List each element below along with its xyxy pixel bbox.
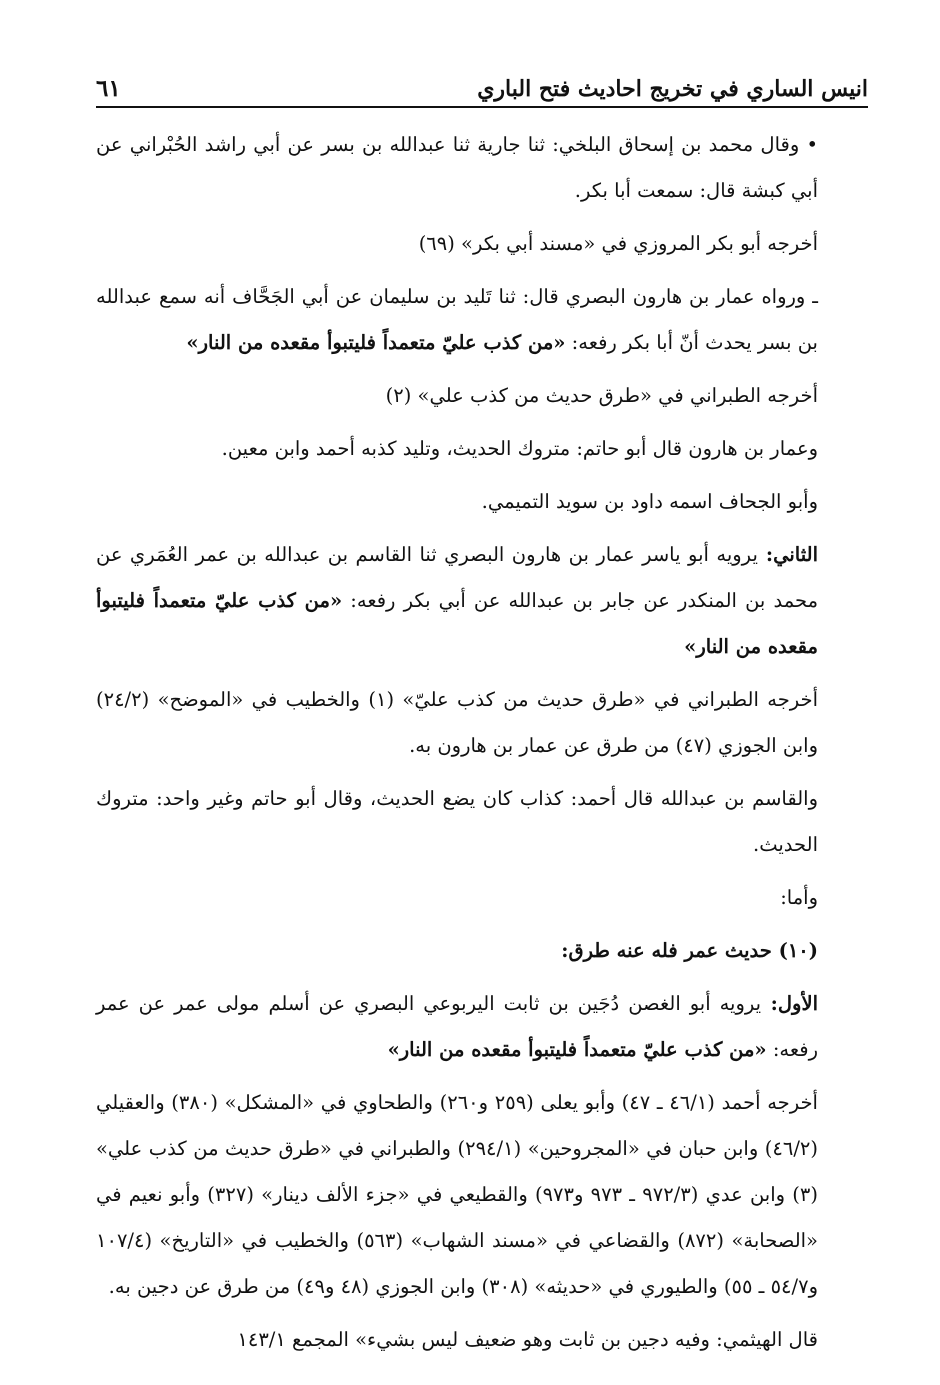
paragraph-text: وأبو الجحاف اسمه داود بن سويد التميمي. xyxy=(481,490,818,513)
paragraph-text: يرويه أبو الغصن دُجَين بن ثابت اليربوعي البصري عن أسلم مولى عمر عن عمر رفعه: xyxy=(96,992,818,1061)
paragraph-second-route xyxy=(96,532,874,670)
hadith-matn: «من كذب عليّ متعمداً فليتبوأ مقعده من النار» xyxy=(186,331,566,354)
section-heading-umar xyxy=(96,928,874,974)
takhrij-marwazi xyxy=(96,221,874,267)
takhrij-tabarani-2 xyxy=(96,373,874,419)
section-heading: (١٠) حديث عمر فله عنه طرق: xyxy=(561,939,818,962)
hadith-matn: «من كذب عليّ متعمداً فليتبوأ مقعده من النار» xyxy=(387,1038,767,1061)
jarh-qasim xyxy=(96,776,874,868)
haythami-quote xyxy=(96,1317,874,1363)
page-header xyxy=(96,66,868,108)
takhrij-ahmad-list xyxy=(96,1080,874,1310)
note-abu-jahhaf xyxy=(96,479,874,525)
paragraph-text: أخرجه أحمد (٤٦/١ ـ ٤٧) وأبو يعلى (٢٥٩ و٢٦٠) والطحاوي في «المشكل» (٣٨٠) والعقيلي (٤٦/٢) وابن حبان في «المجروحين» (٢٩٤/١) والطبراني في «طرق حديث من كذب علي» (٣) وابن عدي (٩٧٢/٣ ـ ٩٧٣ و٩٧٣) والقطيعي في «جزء الألف دينار» (٣٢٧) وأبو نعيم في «الصحابة» (٨٧٢) والقضاعي في «مسند الشهاب» (٥٦٣) والخطيب في «التاريخ» (١٠٧/٤ و٥٤/٧ ـ ٥٥) والطيوري في «حديثه» (٣٠٨) وابن الجوزي (٤٨ و٤٩) من طرق عن دجين به. xyxy=(96,1091,818,1298)
paragraph-text: • وقال محمد بن إسحاق البلخي: ثنا جارية ثنا عبدالله بن بسر عن أبي راشد الحُبْراني عن أبي كبشة قال: سمعت أبا بكر. xyxy=(96,133,818,202)
running-title: انيس الساري في تخريج احاديث فتح الباري xyxy=(477,76,868,102)
paragraph-first-route xyxy=(96,981,874,1073)
paragraph-text: قال الهيثمي: وفيه دجين بن ثابت وهو ضعيف ليس بشيء» المجمع ١٤٣/١ xyxy=(237,1328,818,1351)
takhrij-tabarani-khatib xyxy=(96,677,874,769)
page-number: ٦١ xyxy=(96,75,121,102)
jarh-ammar xyxy=(96,426,874,472)
paragraph-text: أخرجه أبو بكر المروزي في «مسند أبي بكر» (٦٩) xyxy=(418,232,818,255)
section-label: الثاني: xyxy=(757,543,818,566)
paragraph-text: وعمار بن هارون قال أبو حاتم: متروك الحديث، وتليد كذبه أحمد وابن معين. xyxy=(221,437,818,460)
paragraph-text: ـ ورواه عمار بن هارون البصري قال: ثنا تَليد بن سليمان عن أبي الجَحَّاف أنه سمع عبدالله بن بسر يحدث أنّ أبا بكر رفعه: xyxy=(96,285,818,354)
paragraph-text: يرويه أبو ياسر عمار بن هارون البصري ثنا القاسم بن عبدالله بن عمر العُمَري عن محمد بن المنكدر عن جابر بن عبدالله عن أبي بكر رفعه: xyxy=(96,543,819,612)
transition-amma xyxy=(96,875,874,921)
paragraph-text: وأما: xyxy=(780,886,818,909)
paragraph-text: والقاسم بن عبدالله قال أحمد: كذاب كان يضع الحديث، وقال أبو حاتم وغير واحد: متروك الحديث. xyxy=(96,787,818,856)
section-label: الأول: xyxy=(761,992,818,1015)
paragraph-text: أخرجه الطبراني في «طرق حديث من كذب علي» (٢) xyxy=(385,384,818,407)
page-body xyxy=(96,122,874,1370)
hadith-matn: «من كذب عليّ متعمداً فليتبوأ مقعده من النار» xyxy=(96,589,818,658)
paragraph-text: أخرجه الطبراني في «طرق حديث من كذب عليّ» (١) والخطيب في «الموضح» (٢٤/٢) وابن الجوزي (٤٧) من طرق عن عمار بن هارون به. xyxy=(96,688,818,757)
paragraph-ammar-chain xyxy=(96,274,874,366)
paragraph-balkhi-chain xyxy=(96,122,874,214)
